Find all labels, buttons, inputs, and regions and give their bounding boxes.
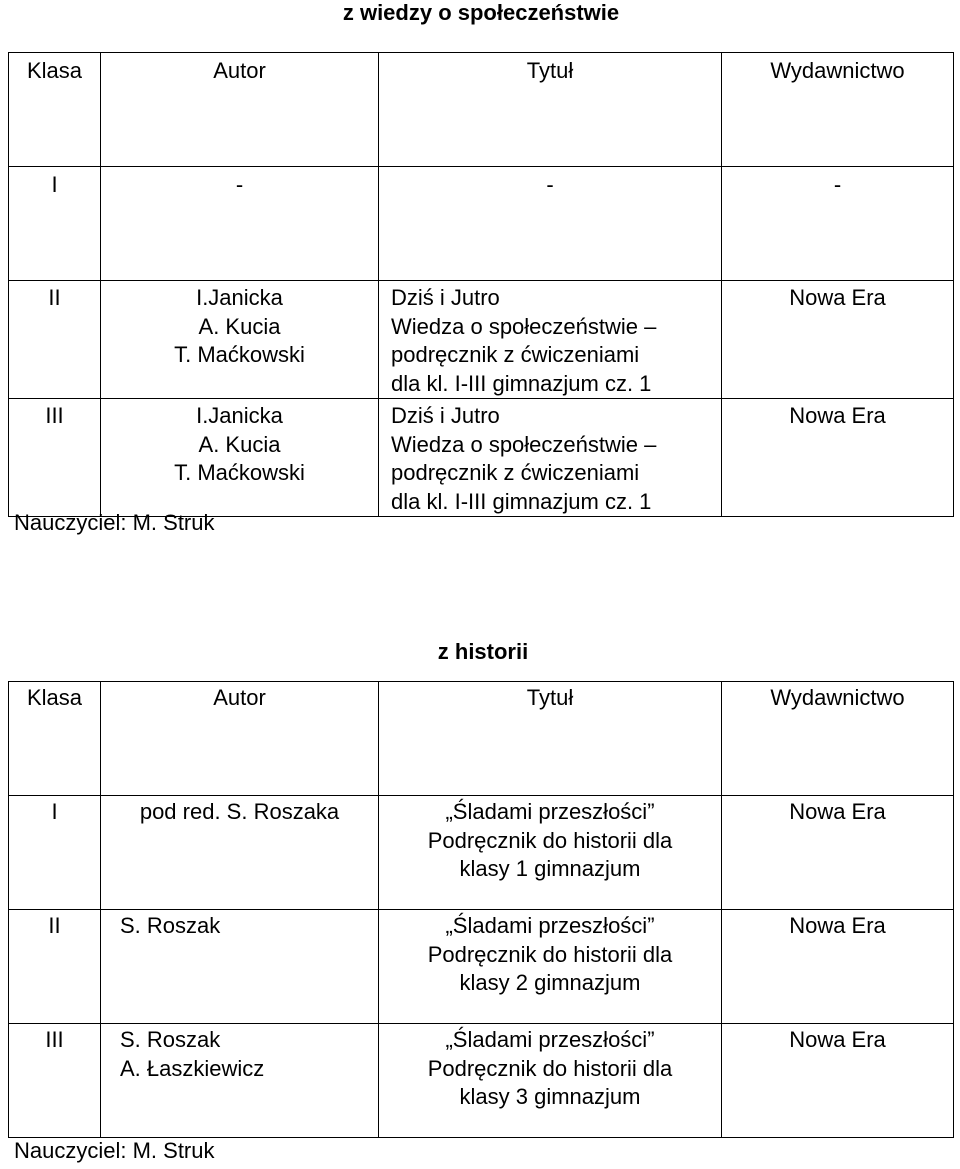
- header-klasa: Klasa: [9, 53, 101, 167]
- cell-tytul: Dziś i Jutro Wiedza o społeczeństwie – podręcznik z ćwiczeniami dla kl. I-III gimnazjum cz. 1: [379, 281, 722, 399]
- cell-autor: pod red. S. Roszaka: [101, 796, 379, 910]
- history-table: [8, 681, 954, 1138]
- header-tytul: Tytuł: [379, 53, 722, 167]
- cell-klasa: III: [9, 1024, 101, 1138]
- cell-tytul: „Śladami przeszłości” Podręcznik do historii dla klasy 1 gimnazjum: [379, 796, 722, 910]
- table-header-row: [9, 53, 954, 167]
- cell-tytul: -: [379, 167, 722, 281]
- section2-title: z historii: [437, 639, 529, 664]
- table-header-row: [9, 682, 954, 796]
- cell-autor: -: [101, 167, 379, 281]
- civics-table: [8, 52, 954, 517]
- header-wydawnictwo: Wydawnictwo: [722, 53, 954, 167]
- cell-autor: I.Janicka A. Kucia T. Maćkowski: [101, 399, 379, 517]
- cell-klasa: I: [9, 796, 101, 910]
- table-row: [9, 796, 954, 910]
- cell-autor: S. Roszak: [101, 910, 379, 1024]
- cell-tytul: „Śladami przeszłości” Podręcznik do historii dla klasy 2 gimnazjum: [379, 910, 722, 1024]
- header-klasa: Klasa: [9, 682, 101, 796]
- cell-tytul: „Śladami przeszłości” Podręcznik do historii dla klasy 3 gimnazjum: [379, 1024, 722, 1138]
- table-row: [9, 167, 954, 281]
- teacher-note: Nauczyciel: M. Struk: [14, 1138, 215, 1163]
- table-row: [9, 910, 954, 1024]
- cell-klasa: II: [9, 910, 101, 1024]
- cell-wydawnictwo: Nowa Era: [722, 281, 954, 399]
- teacher-note: Nauczyciel: M. Struk: [14, 510, 215, 535]
- header-tytul: Tytuł: [379, 682, 722, 796]
- header-autor: Autor: [101, 53, 379, 167]
- cell-autor: S. Roszak A. Łaszkiewicz: [101, 1024, 379, 1138]
- cell-klasa: III: [9, 399, 101, 517]
- cell-klasa: II: [9, 281, 101, 399]
- section1-title: z wiedzy o społeczeństwie: [342, 0, 620, 25]
- cell-tytul: Dziś i Jutro Wiedza o społeczeństwie – podręcznik z ćwiczeniami dla kl. I-III gimnazjum cz. 1: [379, 399, 722, 517]
- cell-wydawnictwo: Nowa Era: [722, 399, 954, 517]
- cell-wydawnictwo: Nowa Era: [722, 1024, 954, 1138]
- table-row: [9, 1024, 954, 1138]
- table-row: [9, 399, 954, 517]
- table-row: [9, 281, 954, 399]
- cell-wydawnictwo: Nowa Era: [722, 910, 954, 1024]
- header-wydawnictwo: Wydawnictwo: [722, 682, 954, 796]
- cell-klasa: I: [9, 167, 101, 281]
- header-autor: Autor: [101, 682, 379, 796]
- cell-wydawnictwo: -: [722, 167, 954, 281]
- cell-wydawnictwo: Nowa Era: [722, 796, 954, 910]
- cell-autor: I.Janicka A. Kucia T. Maćkowski: [101, 281, 379, 399]
